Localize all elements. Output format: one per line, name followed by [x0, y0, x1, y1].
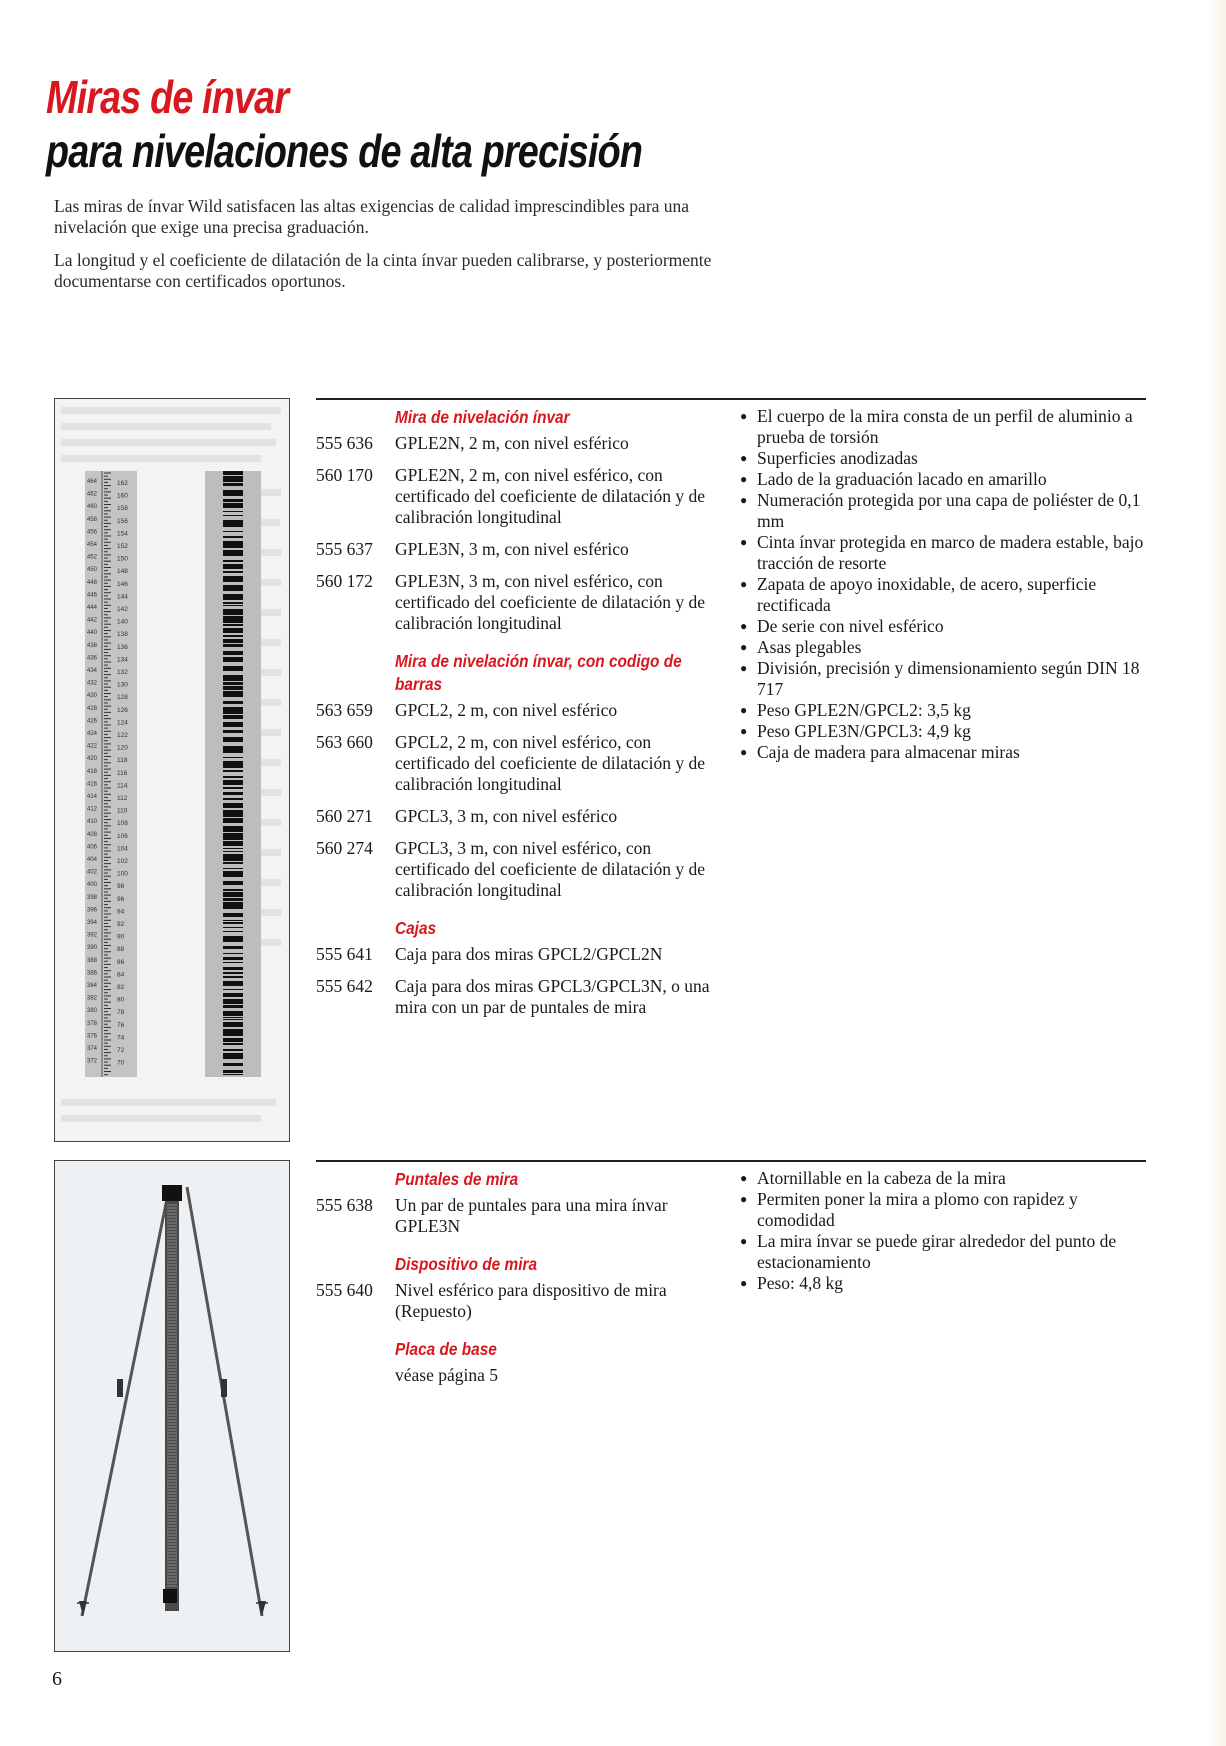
barcode-bar [223, 483, 243, 486]
barcode-bar [223, 826, 243, 832]
feature-item: ● Peso: 4,8 kg [740, 1273, 1150, 1294]
scale-label-right: 154 [117, 530, 128, 538]
feature-item: ● Numeración protegida por una capa de poliéster de 0,1 mm [740, 490, 1150, 532]
invar-staff-illustration [55, 399, 289, 1141]
scale-label-right: 70 [117, 1059, 125, 1067]
scale-label-right: 96 [117, 895, 125, 903]
scale-label-left: 378 [87, 1020, 98, 1027]
barcode-bar [223, 730, 243, 733]
barcode-bar [223, 881, 243, 885]
scale-label-left: 376 [87, 1033, 98, 1040]
scale-label-left: 392 [87, 932, 98, 939]
barcode-bar [223, 913, 243, 917]
scale-label-left: 408 [87, 831, 98, 838]
barcode-bar [223, 892, 243, 897]
scale-label-right: 128 [117, 694, 128, 702]
scale-label-left: 390 [87, 945, 98, 952]
item-code: 555 640 [316, 1280, 373, 1300]
barcode-bar [223, 1038, 243, 1042]
barcode-bar [223, 810, 243, 817]
section-invar-staff [316, 406, 726, 634]
scale-label-right: 124 [117, 719, 128, 727]
scale-label-right: 82 [117, 984, 125, 991]
scale-label-left: 396 [87, 907, 98, 914]
section-heading: Dispositivo de mira [395, 1254, 538, 1274]
barcode-bar [223, 722, 243, 727]
feature-item: ● Peso GPLE3N/GPCL3: 4,9 kg [740, 721, 1150, 742]
barcode-bar [223, 976, 243, 978]
feature-item: ● Asas plegables [740, 637, 1150, 658]
scale-label-left: 420 [87, 756, 98, 763]
scale-label-left: 448 [87, 579, 98, 586]
feature-item: ● El cuerpo de la mira consta de un perfil de aluminio a prueba de torsión [740, 406, 1150, 448]
product-list-accessories [316, 1168, 726, 1402]
scale-label-right: 120 [117, 744, 128, 752]
scale-label-right: 118 [117, 757, 128, 765]
scale-label-left: 456 [87, 529, 98, 536]
scale-label-left: 458 [87, 516, 98, 523]
list-item [316, 1280, 726, 1322]
scale-label-left: 462 [87, 491, 98, 498]
barcode-bar [223, 787, 243, 789]
barcode-bar [223, 1043, 243, 1045]
scale-label-left: 394 [87, 920, 98, 926]
feature-item: ● División, precisión y dimensionamiento según DIN 18 717 [740, 658, 1150, 700]
section-cases [316, 917, 726, 1018]
feature-list-accessories [740, 1168, 1150, 1294]
list-item [316, 976, 726, 1018]
scale-label-left: 372 [87, 1058, 98, 1065]
barcode-bar [223, 635, 243, 637]
scale-label-right: 106 [117, 832, 128, 840]
section-heading: Mira de nivelación ínvar, con codigo de barras [395, 651, 682, 694]
scale-label-left: 422 [87, 743, 98, 750]
scale-label-right: 104 [117, 845, 128, 853]
barcode-bar [223, 471, 243, 475]
barcode-bar [223, 757, 243, 758]
invar-staff-photo [54, 398, 290, 1142]
scale-label-left: 444 [87, 605, 98, 611]
scale-label-right: 78 [117, 1009, 125, 1017]
item-code: 555 637 [316, 539, 373, 559]
scale-label-right: 88 [117, 946, 125, 954]
scale-label-right: 150 [117, 555, 128, 563]
scale-label-left: 406 [87, 844, 98, 851]
barcode-bar [223, 515, 243, 516]
scale-label-left: 400 [87, 882, 98, 889]
scale-label-right: 160 [117, 492, 128, 500]
scale-label-right: 140 [117, 618, 128, 626]
staff-body [165, 1191, 179, 1611]
item-code: 555 638 [316, 1195, 373, 1215]
section-struts [316, 1168, 726, 1237]
barcode-bar [223, 503, 243, 508]
section-divider-2 [316, 1160, 1146, 1162]
intro-paragraph-2: La longitud y el coeficiente de dilatación de la cinta ínvar pueden calibrarse, y posteriormente documentarse con certificados oportunos. [54, 250, 712, 291]
scale-label-right: 102 [117, 858, 128, 865]
barcode-bar [223, 686, 243, 690]
item-code: 560 274 [316, 838, 373, 858]
barcode-bar [223, 862, 243, 864]
feature-item: ● Atornillable en la cabeza de la mira [740, 1168, 1150, 1189]
barcode-bar [223, 651, 243, 655]
scale-label-left: 454 [87, 542, 98, 548]
scale-label-right: 72 [117, 1047, 125, 1054]
scale-label-left: 382 [87, 995, 98, 1002]
barcode-bar [223, 594, 243, 600]
list-item [316, 1195, 726, 1237]
barcode-bar [223, 628, 243, 633]
item-description: Nivel esférico para dispositivo de mira (Repuesto) [395, 1280, 667, 1321]
scale-label-left: 374 [87, 1046, 98, 1052]
scale-label-left: 432 [87, 680, 98, 687]
barcode-bar [223, 585, 243, 591]
barcode-bar [223, 715, 243, 719]
scale-label-left: 446 [87, 592, 98, 599]
scale-label-left: 430 [87, 693, 98, 700]
barcode-bar [223, 953, 243, 954]
scale-label-right: 114 [117, 782, 128, 790]
scale-label-right: 158 [117, 505, 128, 513]
barcode-bar [223, 889, 243, 891]
barcode-bar [223, 1017, 243, 1018]
scale-label-right: 116 [117, 769, 128, 777]
item-code: 560 271 [316, 806, 373, 826]
barcode-bar [223, 833, 243, 840]
section-divider-1 [316, 398, 1146, 400]
barcode-bar [223, 1019, 243, 1020]
barcode-bar [223, 920, 243, 921]
barcode-bar [223, 564, 243, 569]
scale-label-left: 380 [87, 1008, 98, 1015]
scale-label-left: 384 [87, 983, 98, 989]
barcode-bar [223, 841, 243, 846]
scale-label-left: 426 [87, 718, 98, 725]
barcode-bar [223, 639, 243, 643]
barcode-bar [223, 657, 243, 662]
item-description: GPLE2N, 2 m, con nivel esférico, con certificado del coeficiente de dilatación y de calibración longitudinal [395, 465, 705, 527]
barcode-bar [223, 798, 243, 800]
item-description: GPLE3N, 3 m, con nivel esférico [395, 539, 629, 559]
barcode-bar [223, 851, 243, 852]
barcode-bar [223, 1005, 243, 1008]
barcode-bar [223, 957, 243, 960]
scale-label-right: 108 [117, 820, 128, 828]
scale-label-right: 98 [117, 883, 125, 891]
barcode-bar [223, 761, 243, 768]
barcode-bar [223, 999, 243, 1004]
scale-label-left: 450 [87, 567, 98, 574]
barcode-bar [223, 776, 243, 778]
barcode-bar [223, 1022, 243, 1027]
item-code: 555 641 [316, 944, 373, 964]
scale-label-left: 386 [87, 970, 98, 977]
barcode-bar [223, 803, 243, 808]
barcode-bar [223, 898, 243, 901]
page-subtitle: para nivelaciones de alta precisión [46, 125, 643, 177]
scale-label-left: 388 [87, 957, 98, 964]
section-heading: Puntales de mira [395, 1169, 519, 1189]
scale-label-right: 134 [117, 656, 128, 664]
barcode-bar [223, 666, 243, 671]
barcode-bar [223, 624, 243, 626]
item-description: Caja para dos miras GPCL2/GPCL2N [395, 944, 663, 964]
scale-label-left: 414 [87, 794, 98, 800]
page-number: 6 [52, 1668, 62, 1690]
scale-label-right: 100 [117, 870, 128, 878]
barcode-bar [223, 981, 243, 986]
scale-label-left: 428 [87, 705, 98, 712]
scale-label-right: 110 [117, 807, 128, 815]
item-code: 563 659 [316, 700, 373, 720]
section-staff-device [316, 1253, 726, 1322]
scale-label-left: 412 [87, 806, 98, 813]
staff-struts-illustration [55, 1161, 289, 1651]
barcode-bar [223, 511, 243, 512]
scale-label-left: 418 [87, 768, 98, 775]
barcode-bar [223, 922, 243, 924]
barcode-bar [223, 871, 243, 877]
barcode-bar [223, 972, 243, 974]
item-description: GPCL2, 2 m, con nivel esférico, con certificado del coeficiente de dilatación y de calibración longitudinal [395, 732, 705, 794]
list-item [316, 465, 726, 528]
scale-label-right: 146 [117, 580, 128, 588]
scale-label-right: 92 [117, 921, 125, 928]
barcode-bar [223, 737, 243, 742]
list-item [316, 806, 726, 827]
item-code: 560 170 [316, 465, 373, 485]
barcode-bar [223, 520, 243, 527]
barcode-bar [223, 946, 243, 949]
scale-label-left: 440 [87, 630, 98, 637]
barcode-bar [223, 541, 243, 548]
section-heading: Mira de nivelación ínvar [395, 407, 570, 427]
scale-label-left: 442 [87, 617, 98, 624]
item-code: 560 172 [316, 571, 373, 591]
scale-label-right: 148 [117, 568, 128, 576]
barcode-bar [223, 691, 243, 697]
barcode-bar [223, 560, 243, 562]
scale-label-left: 424 [87, 731, 98, 737]
feature-item: ● Permiten poner la mira a plomo con rapidez y comodidad [740, 1189, 1150, 1231]
feature-item: ● Cinta ínvar protegida en marco de madera estable, bajo tracción de resorte [740, 532, 1150, 574]
barcode-bar [223, 609, 243, 615]
list-item [316, 539, 726, 560]
list-item [316, 571, 726, 634]
barcode-bar [223, 707, 243, 714]
list-item [316, 838, 726, 901]
barcode-bar [223, 848, 243, 849]
scale-label-left: 438 [87, 642, 98, 649]
barcode-bar [223, 818, 243, 823]
feature-item: ● La mira ínvar se puede girar alrededor del punto de estacionamiento [740, 1231, 1150, 1273]
scale-label-right: 80 [117, 996, 125, 1004]
scale-label-right: 138 [117, 631, 128, 639]
barcode-bar [223, 927, 243, 928]
staff-struts-photo [54, 1160, 290, 1652]
product-list-invar-staffs [316, 406, 726, 1034]
scale-label-left: 410 [87, 819, 98, 826]
barcode-bar [223, 605, 243, 606]
list-item [316, 732, 726, 795]
barcode-bar [223, 1074, 243, 1075]
scale-label-right: 90 [117, 933, 125, 941]
barcode-bar [223, 550, 243, 556]
barcode-bar [223, 931, 243, 932]
feature-item: ● Peso GPLE2N/GPCL2: 3,5 kg [740, 700, 1150, 721]
item-description: GPCL3, 3 m, con nivel esférico, con certificado del coeficiente de dilatación y de calibración longitudinal [395, 838, 705, 900]
scale-label-right: 86 [117, 958, 125, 966]
barcode-bar [223, 770, 243, 772]
scale-label-right: 74 [117, 1034, 125, 1042]
item-description: GPLE3N, 3 m, con nivel esférico, con certificado del coeficiente de dilatación y de calibración longitudinal [395, 571, 705, 633]
barcode-bar [223, 499, 243, 502]
scale-label-left: 402 [87, 869, 98, 876]
item-description: Un par de puntales para una mira ínvar GPLE3N [395, 1195, 668, 1236]
barcode-bar [223, 531, 243, 532]
barcode-bar [223, 571, 243, 573]
scale-label-right: 122 [117, 732, 128, 739]
scale-label-right: 130 [117, 681, 128, 689]
scale-label-right: 84 [117, 971, 125, 979]
section-base-plate [316, 1338, 726, 1386]
section-barcode-staff [316, 650, 726, 901]
feature-item: ● De serie con nivel esférico [740, 616, 1150, 637]
scale-label-right: 162 [117, 480, 128, 487]
scale-label-left: 434 [87, 668, 98, 674]
feature-item: ● Zapata de apoyo inoxidable, de acero, superficie rectificada [740, 574, 1150, 616]
scale-label-left: 452 [87, 554, 98, 561]
barcode-bar [223, 780, 243, 785]
scale-label-right: 112 [117, 795, 128, 802]
feature-item: ● Caja de madera para almacenar miras [740, 742, 1150, 763]
item-code: 555 642 [316, 976, 373, 996]
scale-label-left: 416 [87, 781, 98, 788]
item-code: 563 660 [316, 732, 373, 752]
barcode-bar [223, 616, 243, 623]
scale-label-right: 132 [117, 669, 128, 676]
barcode-bar [223, 1049, 243, 1051]
scale-label-right: 152 [117, 543, 128, 550]
scale-label-left: 398 [87, 894, 98, 901]
barcode-bar [223, 1011, 243, 1016]
barcode-bar [223, 701, 243, 704]
scale-label-left: 404 [87, 857, 98, 863]
barcode-bar [223, 1053, 243, 1059]
scale-label-right: 136 [117, 643, 128, 651]
barcode-bar [223, 1070, 243, 1073]
scale-label-left: 464 [87, 479, 98, 485]
barcode-bar [223, 993, 243, 997]
barcode-bar [223, 989, 243, 990]
scale-label-right: 94 [117, 908, 125, 916]
item-description: Caja para dos miras GPCL3/GPCL3N, o una mira con un par de puntales de mira [395, 976, 710, 1017]
scale-label-right: 76 [117, 1021, 125, 1029]
barcode-bar [223, 746, 243, 753]
feature-list-invar-staffs [740, 406, 1150, 763]
scale-label-left: 436 [87, 655, 98, 662]
scale-label-right: 126 [117, 706, 128, 714]
barcode-bar [223, 967, 243, 970]
section-heading: Cajas [395, 918, 437, 938]
cross-reference-note: véase página 5 [395, 1365, 499, 1385]
barcode-bar [223, 854, 243, 861]
barcode-bar [223, 868, 243, 869]
barcode-bar [223, 476, 243, 482]
item-description: GPLE2N, 2 m, con nivel esférico [395, 433, 629, 453]
feature-item: ● Lado de la graduación lacado en amarillo [740, 469, 1150, 490]
section-heading: Placa de base [395, 1339, 497, 1359]
barcode-bar [223, 490, 243, 496]
barcode-bar [223, 644, 243, 647]
item-description: GPCL2, 2 m, con nivel esférico [395, 700, 618, 720]
barcode-bar [223, 902, 243, 909]
item-code: 555 636 [316, 433, 373, 453]
page-title: Miras de ínvar [46, 71, 289, 123]
scale-label-right: 144 [117, 593, 128, 601]
barcode-bar [223, 576, 243, 582]
item-description: GPCL3, 3 m, con nivel esférico [395, 806, 618, 826]
page-edge-shadow [1208, 0, 1226, 1746]
feature-item: ● Superficies anodizadas [740, 448, 1150, 469]
barcode-bar [223, 682, 243, 685]
barcode-bar [223, 792, 243, 795]
barcode-bar [223, 962, 243, 963]
barcode-bar [223, 936, 243, 942]
list-item [316, 700, 726, 721]
barcode-bar [223, 536, 243, 538]
scale-label-right: 156 [117, 517, 128, 525]
barcode-bar [223, 1029, 243, 1036]
list-item [316, 944, 726, 965]
barcode-bar [223, 675, 243, 681]
list-item [316, 433, 726, 454]
barcode-bar [223, 602, 243, 604]
scale-label-left: 460 [87, 504, 98, 511]
intro-paragraph-1: Las miras de ínvar Wild satisfacen las altas exigencias de calidad imprescindibles para una nivelación que exige una precisa graduación. [54, 196, 690, 237]
barcode-bar [223, 1063, 243, 1066]
scale-label-right: 142 [117, 606, 128, 613]
